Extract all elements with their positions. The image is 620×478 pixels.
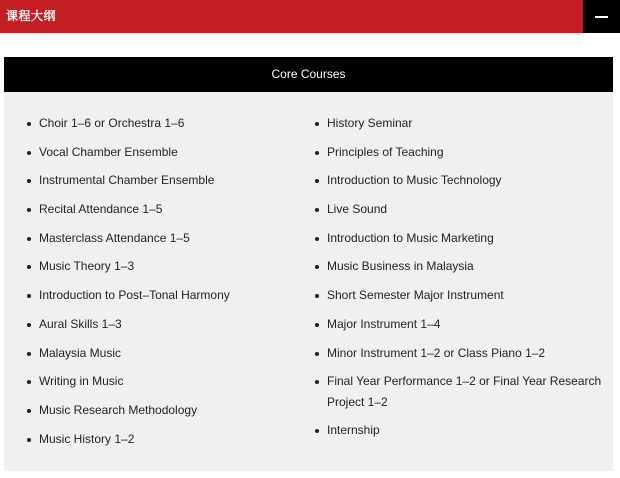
- course-item: [315, 371, 605, 412]
- core-courses-panel: [4, 57, 613, 471]
- course-label: Writing in Music: [39, 374, 124, 389]
- bullet-icon: [27, 208, 31, 212]
- course-label: Introduction to Post–Tonal Harmony: [39, 288, 230, 303]
- course-item: [27, 113, 297, 134]
- bullet-icon: [315, 380, 319, 384]
- bullet-icon: [315, 208, 319, 212]
- bullet-icon: [315, 122, 319, 126]
- course-item: [315, 420, 605, 441]
- course-label: Music History 1–2: [39, 431, 135, 446]
- bullet-icon: [27, 294, 31, 298]
- course-item: [27, 256, 297, 277]
- course-label: Introduction to Music Technology: [327, 173, 502, 188]
- bullet-icon: [315, 237, 319, 241]
- bullet-icon: [27, 323, 31, 327]
- bullet-icon: [27, 122, 31, 126]
- bullet-icon: [27, 179, 31, 183]
- course-label: Malaysia Music: [39, 345, 122, 360]
- bullet-icon: [27, 352, 31, 356]
- course-item: [315, 228, 605, 249]
- course-label: Choir 1–6 or Orchestra 1–6: [39, 116, 185, 130]
- course-item: [27, 343, 297, 364]
- bullet-icon: [27, 409, 31, 413]
- course-item: [27, 228, 297, 249]
- course-item: [315, 142, 605, 163]
- course-label: Short Semester Major Instrument: [327, 288, 504, 303]
- bullet-icon: [315, 294, 319, 298]
- bullet-icon: [27, 151, 31, 155]
- course-item: [27, 285, 297, 306]
- course-item: [27, 142, 297, 163]
- course-label: Minor Instrument 1–2 or Class Piano 1–2: [327, 345, 546, 360]
- course-item: [27, 429, 297, 450]
- course-item: [315, 113, 605, 134]
- bullet-icon: [27, 438, 31, 442]
- collapse-button[interactable]: [583, 0, 620, 33]
- course-label: Major Instrument 1–4: [327, 316, 441, 331]
- bullet-icon: [315, 323, 319, 327]
- course-item: [315, 170, 605, 191]
- bullet-icon: [27, 265, 31, 269]
- course-label: Introduction to Music Marketing: [327, 230, 494, 245]
- course-label: Music Research Methodology: [39, 402, 198, 417]
- course-label: Music Business in Malaysia: [327, 259, 474, 274]
- course-label: Live Sound: [327, 202, 388, 217]
- course-item: [315, 285, 605, 306]
- course-item: [27, 400, 297, 421]
- course-label: Final Year Performance 1–2 or Final Year Research Project 1–2: [327, 374, 602, 409]
- course-item: [27, 199, 297, 220]
- course-label: Recital Attendance 1–5: [39, 202, 163, 217]
- panel-title: Core Courses: [4, 57, 613, 92]
- course-item: [27, 314, 297, 335]
- bullet-icon: [315, 151, 319, 155]
- course-item: [27, 170, 297, 191]
- course-label: Principles of Teaching: [327, 144, 444, 159]
- course-label: History Seminar: [327, 116, 413, 130]
- left-course-list: [27, 113, 297, 457]
- bullet-icon: [315, 265, 319, 269]
- course-item: [315, 343, 605, 364]
- course-label: Vocal Chamber Ensemble: [39, 144, 178, 159]
- course-item: [315, 199, 605, 220]
- course-item: [315, 256, 605, 277]
- course-label: Music Theory 1–3: [39, 259, 135, 274]
- bullet-icon: [27, 380, 31, 384]
- accordion-header[interactable]: [0, 0, 620, 33]
- course-label: Masterclass Attendance 1–5: [39, 230, 190, 245]
- course-item: [315, 314, 605, 335]
- bullet-icon: [315, 429, 319, 433]
- minus-icon: [595, 16, 608, 18]
- course-label: Aural Skills 1–3: [39, 316, 122, 331]
- bullet-icon: [27, 237, 31, 241]
- bullet-icon: [315, 352, 319, 356]
- course-item: [27, 371, 297, 392]
- right-course-list: [315, 113, 605, 449]
- bullet-icon: [315, 179, 319, 183]
- accordion-title: 课程大纲: [6, 9, 57, 23]
- course-label: Instrumental Chamber Ensemble: [39, 173, 215, 188]
- course-label: Internship: [327, 423, 380, 438]
